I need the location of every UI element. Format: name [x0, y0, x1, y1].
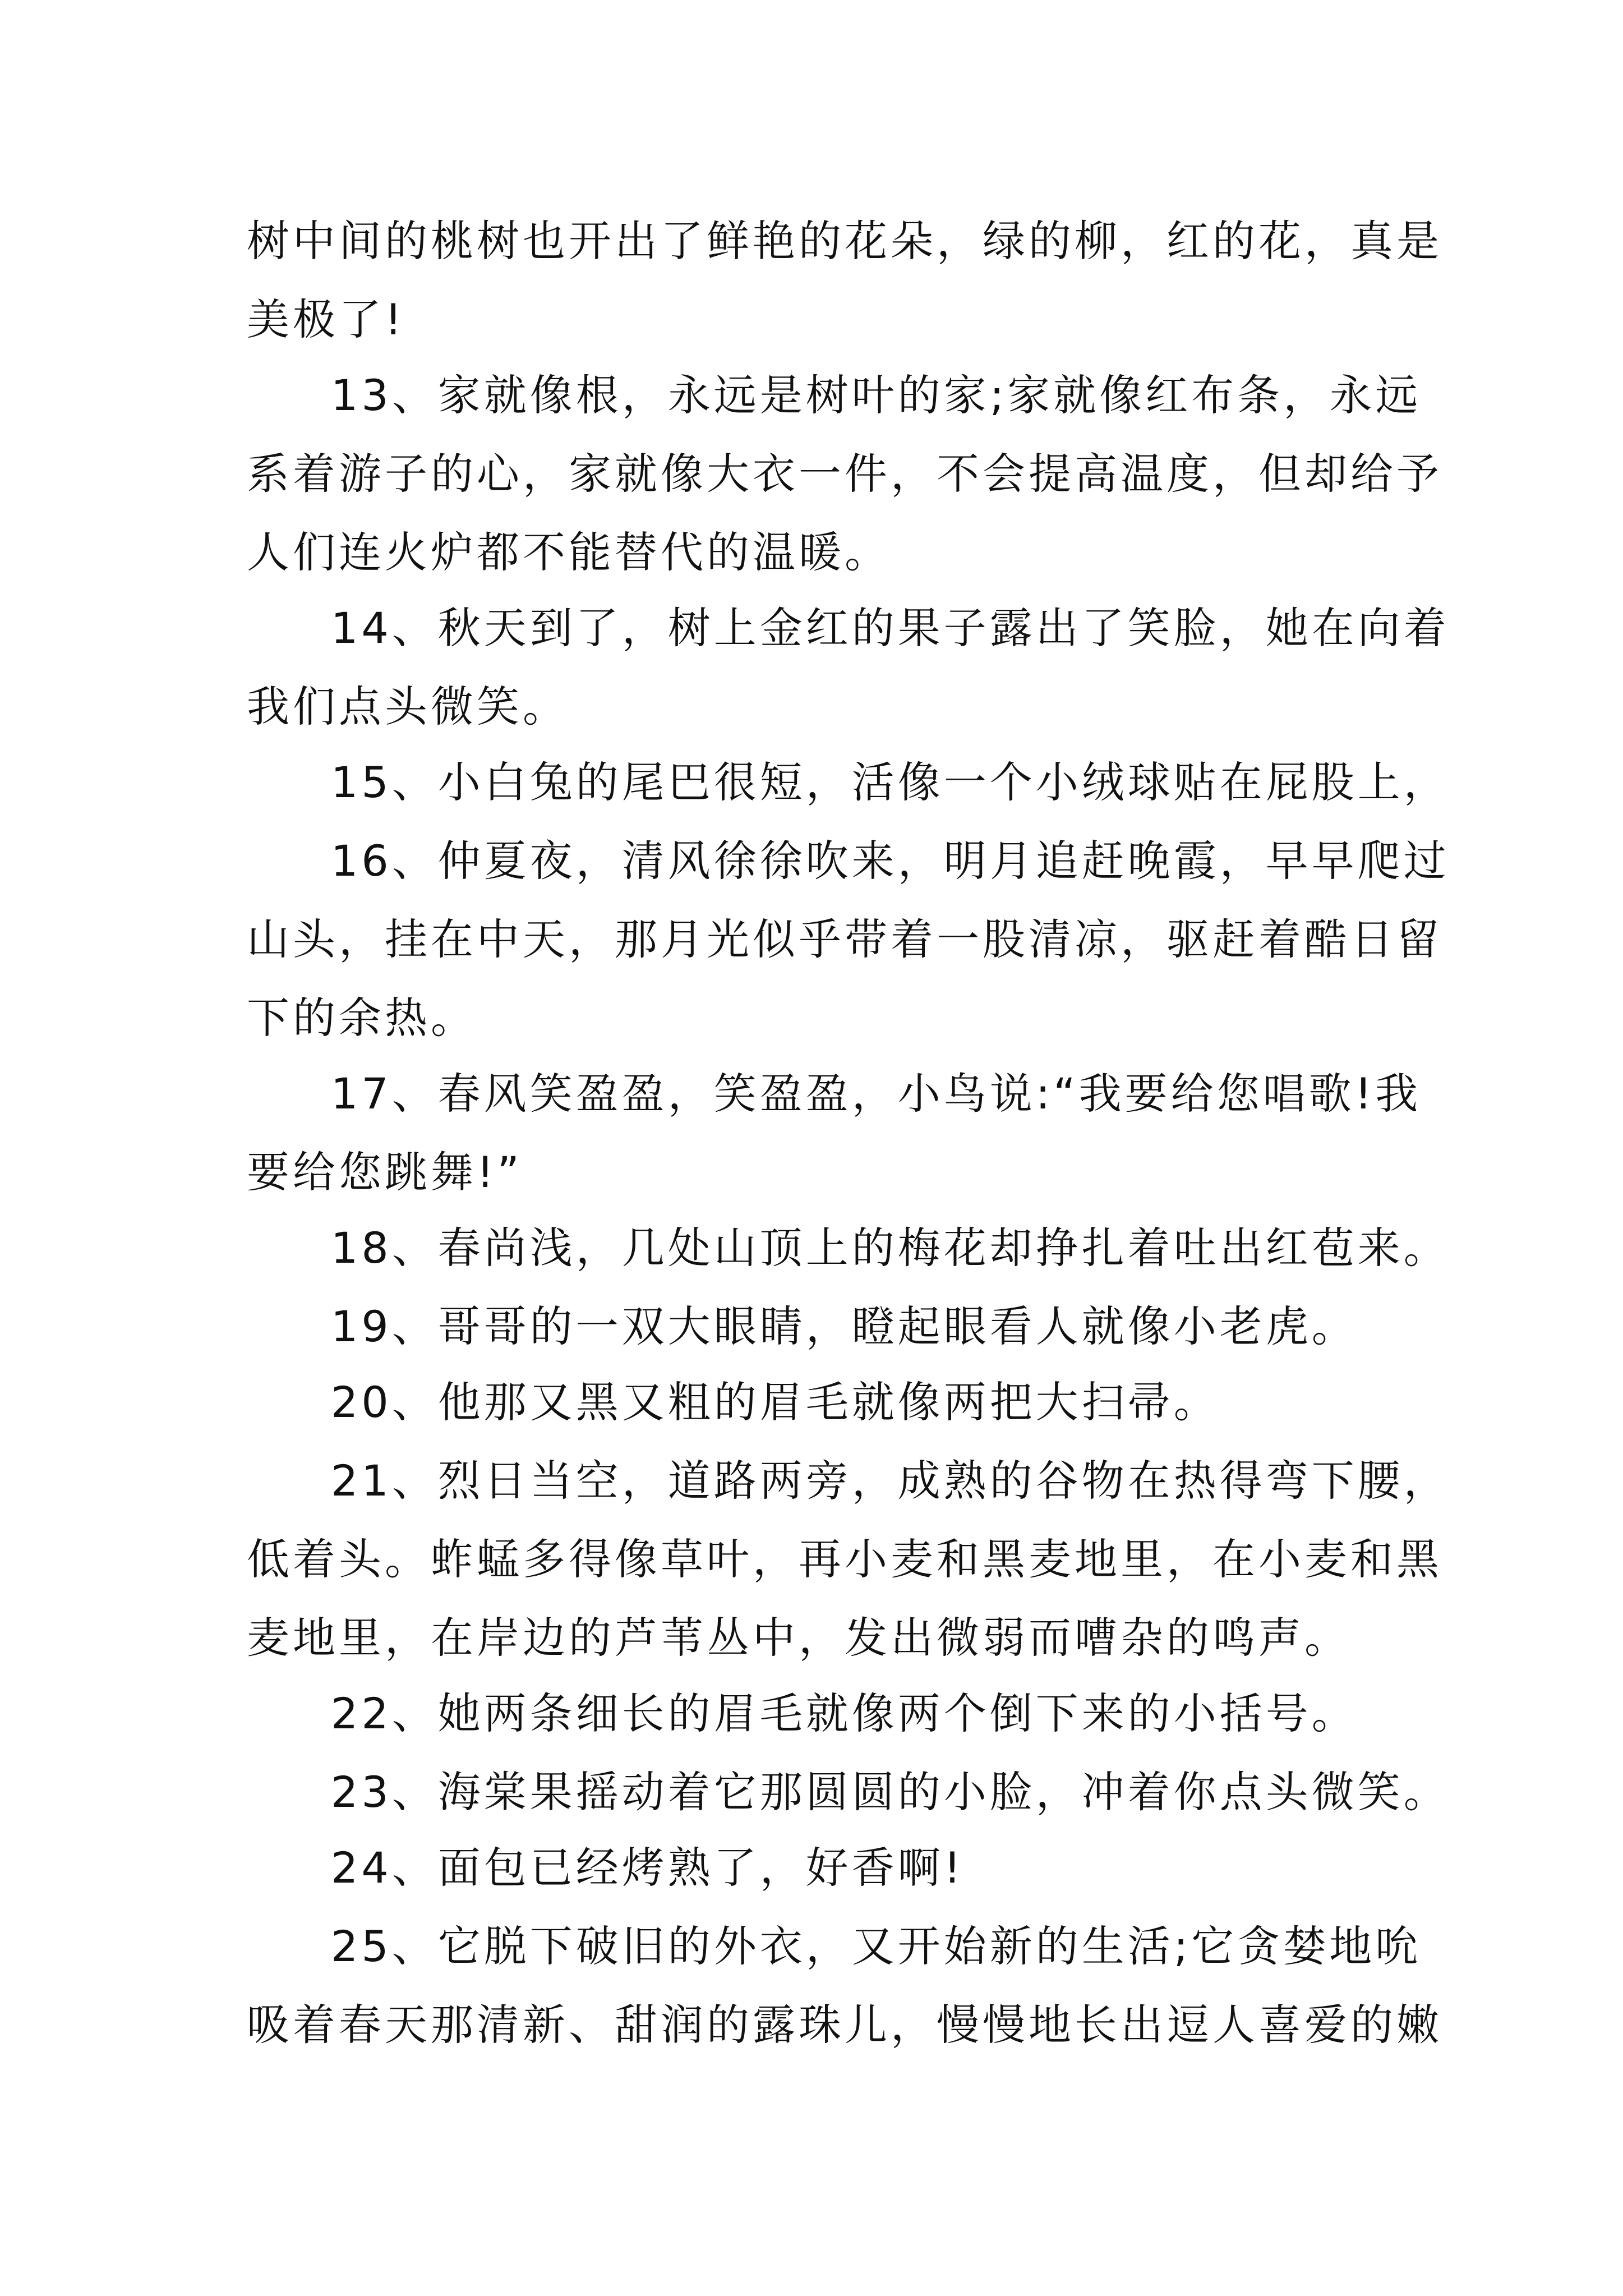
- item-13-line: 13、家就像根，永远是树叶的家;家就像红布条，永远: [331, 370, 1422, 420]
- item-22-line: 22、她两条细长的眉毛就像两个倒下来的小括号。: [331, 1688, 1358, 1738]
- text-line: 吸着春天那清新、甜润的露珠儿，慢慢地长出逗人喜爱的嫩: [247, 2000, 1442, 2050]
- item-17-line: 17、春风笑盈盈，笑盈盈，小鸟说:“我要给您唱歌!我: [331, 1069, 1422, 1119]
- text-line: 人们连火炉都不能替代的温暖。: [247, 527, 891, 577]
- text-line: 下的余热。: [247, 993, 477, 1043]
- text-line: 低着头。蚱蜢多得像草叶，再小麦和黑麦地里，在小麦和黑: [247, 1534, 1442, 1584]
- item-18-line: 18、春尚浅，几处山顶上的梅花却挣扎着吐出红苞来。: [331, 1223, 1450, 1273]
- text-line: 美极了!: [247, 295, 405, 344]
- text-line: 树中间的桃树也开出了鲜艳的花朵，绿的柳，红的花，真是: [247, 216, 1442, 266]
- item-19-line: 19、哥哥的一双大眼睛，瞪起眼看人就像小老虎。: [331, 1301, 1358, 1351]
- item-25-line: 25、它脱下破旧的外衣，又开始新的生活;它贪婪地吮: [331, 1921, 1422, 1971]
- text-line: 山头，挂在中天，那月光似乎带着一股清凉，驱赶着酷日留: [247, 914, 1442, 964]
- item-21-line: 21、烈日当空，道路两旁，成熟的谷物在热得弯下腰，: [331, 1456, 1450, 1506]
- item-15-line: 15、小白兔的尾巴很短，活像一个小绒球贴在屁股上，: [331, 757, 1450, 807]
- text-line: 要给您跳舞!”: [247, 1147, 523, 1197]
- item-20-line: 20、他那又黑又粗的眉毛就像两把大扫帚。: [331, 1377, 1220, 1427]
- text-line: 我们点头微笑。: [247, 682, 569, 731]
- item-16-line: 16、仲夏夜，清风徐徐吹来，明月追赶晚霞，早早爬过: [331, 836, 1450, 886]
- item-23-line: 23、海棠果摇动着它那圆圆的小脸，冲着你点头微笑。: [331, 1767, 1450, 1817]
- text-line: 麦地里，在岸边的芦苇丛中，发出微弱而嘈杂的鸣声。: [247, 1613, 1350, 1663]
- item-14-line: 14、秋天到了，树上金红的果子露出了笑脸，她在向着: [331, 603, 1450, 653]
- item-24-line: 24、面包已经烤熟了，好香啊!: [331, 1843, 965, 1893]
- text-line: 系着游子的心，家就像大衣一件，不会提高温度，但却给予: [247, 449, 1442, 499]
